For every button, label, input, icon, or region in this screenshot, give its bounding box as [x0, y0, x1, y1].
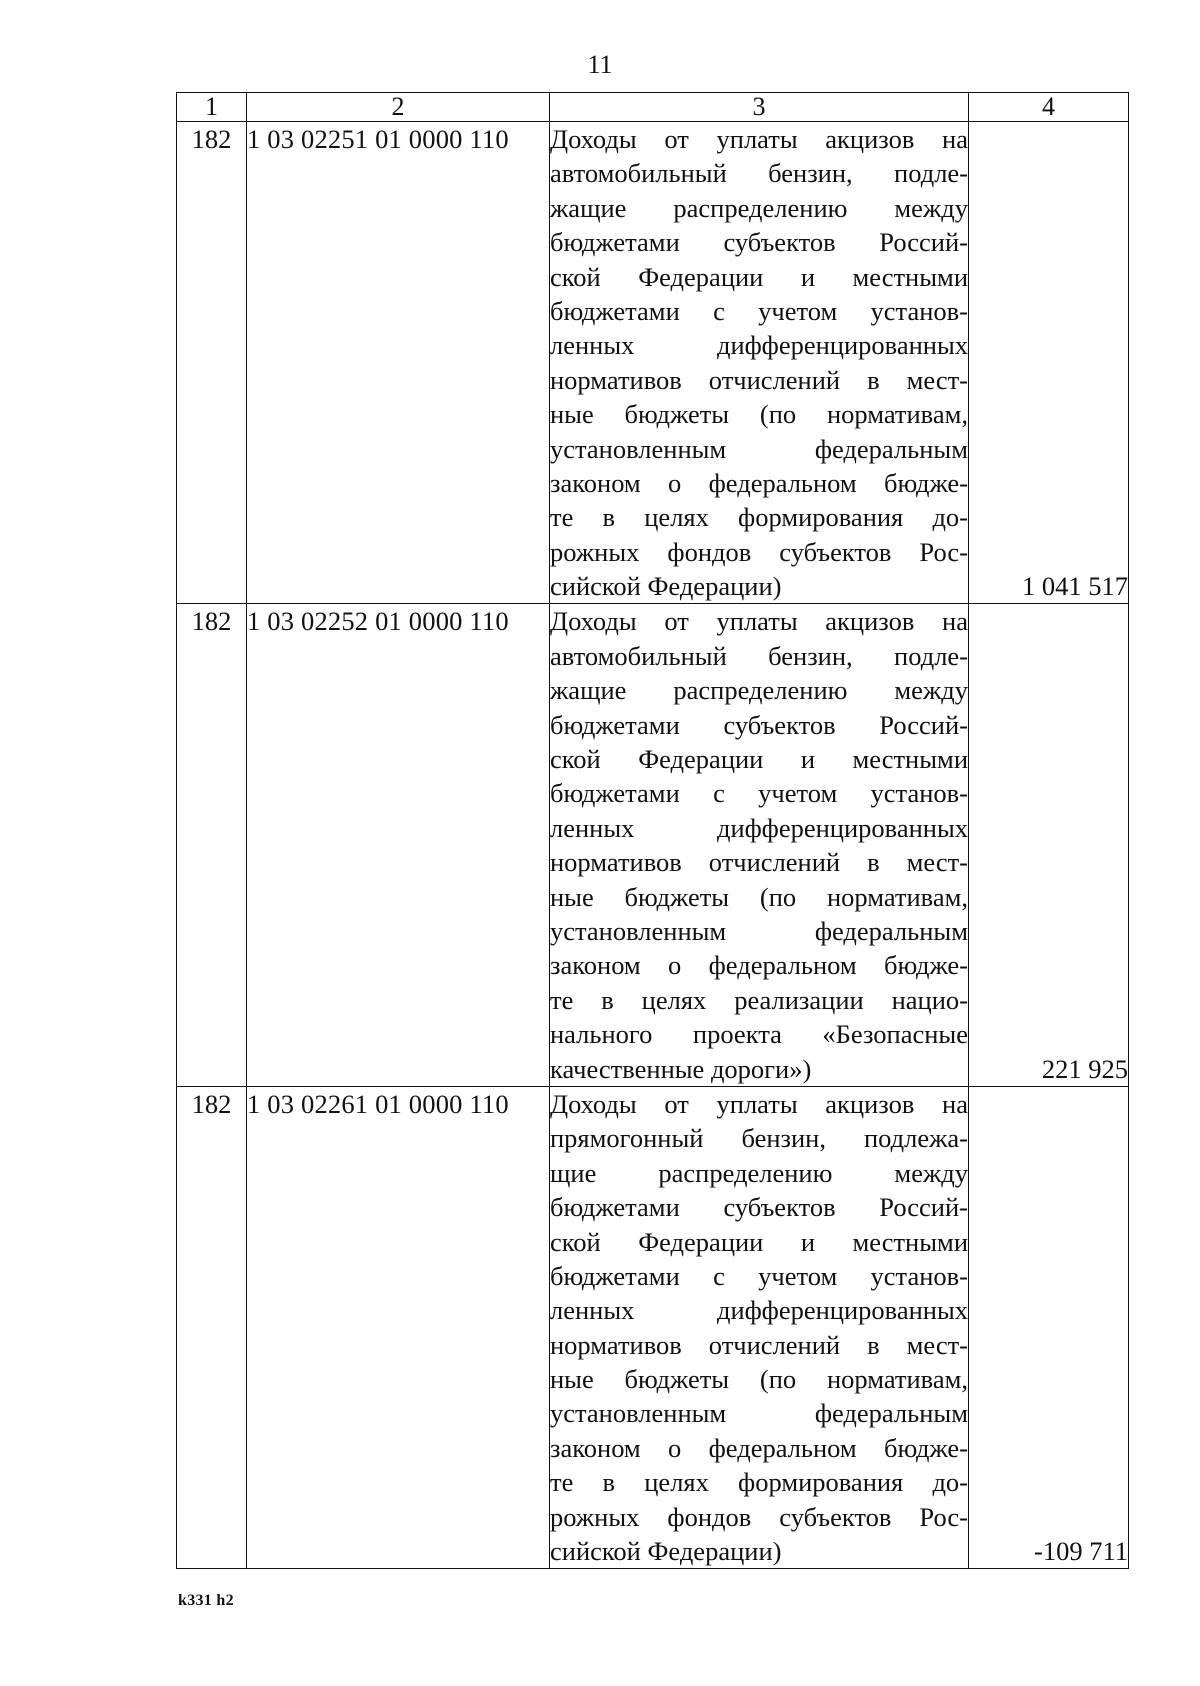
description-line: ской Федерации и местными: [550, 744, 968, 775]
footer-code: k331 h2: [178, 1592, 234, 1609]
description-line: Доходы от уплаты акцизов на: [550, 124, 968, 154]
description-line: бюджетами субъектов Россий-: [550, 1192, 968, 1223]
description-line: установленным федеральным: [550, 1398, 968, 1429]
classification-code-cell: 1 03 02251 01 0000 110: [247, 122, 550, 604]
header-col-4: 4: [969, 93, 1129, 122]
description-line: жащие распределению между: [550, 192, 968, 223]
admin-code-cell: 182: [177, 122, 247, 604]
description-line: нального проекта «Безопасные: [550, 1019, 968, 1050]
description-line: Доходы от уплаты акцизов на: [550, 1088, 968, 1119]
description-line: ленных дифференцированных: [550, 812, 968, 843]
budget-revenue-table: [176, 92, 1129, 1569]
header-col-3: 3: [550, 93, 969, 122]
description-line: те в целях реализации нацио-: [550, 984, 968, 1015]
description-line: ные бюджеты (по нормативам,: [550, 1364, 968, 1395]
description-line: ской Федерации и местными: [550, 261, 968, 292]
description-line: прямогонный бензин, подлежа-: [550, 1123, 968, 1154]
description-line: установленным федеральным: [550, 915, 968, 946]
header-row: [177, 93, 1129, 122]
description-line: ные бюджеты (по нормативам,: [550, 881, 968, 912]
description-line: жащие распределению между: [550, 675, 968, 706]
table-header: [177, 93, 1129, 122]
description-line: бюджетами с учетом установ-: [550, 778, 968, 809]
description-line: щие распределению между: [550, 1157, 968, 1188]
table-row: [177, 1086, 1129, 1568]
admin-code-cell: 182: [177, 1086, 247, 1568]
description-line: автомобильный бензин, подле-: [550, 158, 968, 189]
description-cell: [550, 122, 969, 604]
amount-cell: -109 711: [969, 1086, 1129, 1568]
description-line: бюджетами с учетом установ-: [550, 295, 968, 326]
header-col-2: 2: [247, 93, 550, 122]
description-line: бюджетами субъектов Россий-: [550, 709, 968, 740]
description-line: ленных дифференцированных: [550, 1295, 968, 1326]
amount-cell: 1 041 517: [969, 122, 1129, 604]
description-line: автомобильный бензин, подле-: [550, 640, 968, 671]
description-cell: [550, 1086, 969, 1568]
description-line: ные бюджеты (по нормативам,: [550, 399, 968, 430]
description-line: рожных фондов субъектов Рос-: [550, 536, 968, 567]
description-line: нормативов отчислений в мест-: [550, 847, 968, 878]
description-line: законом о федеральном бюдже-: [550, 1432, 968, 1463]
description-line: законом о федеральном бюдже-: [550, 467, 968, 498]
description-line: нормативов отчислений в мест-: [550, 364, 968, 395]
description-line: ской Федерации и местными: [550, 1226, 968, 1257]
description-line: рожных фондов субъектов Рос-: [550, 1501, 968, 1532]
header-col-1: 1: [177, 93, 247, 122]
description-line: те в целях формирования до-: [550, 1467, 968, 1498]
table-body: [177, 122, 1129, 1569]
admin-code-cell: 182: [177, 604, 247, 1086]
description-line: нормативов отчислений в мест-: [550, 1329, 968, 1360]
description-line: те в целях формирования до-: [550, 502, 968, 533]
description-line: сийской Федерации): [550, 1536, 782, 1567]
table-row: [177, 604, 1129, 1086]
description-line: ленных дифференцированных: [550, 330, 968, 361]
table-row: [177, 122, 1129, 604]
classification-code-cell: 1 03 02252 01 0000 110: [247, 604, 550, 1086]
description-line: законом о федеральном бюдже-: [550, 950, 968, 981]
description-line: бюджетами с учетом установ-: [550, 1260, 968, 1291]
description-line: сийской Федерации): [550, 571, 782, 602]
description-line: бюджетами субъектов Россий-: [550, 227, 968, 258]
description-cell: [550, 604, 969, 1086]
page-number: 11: [587, 50, 613, 79]
description-line: установленным федеральным: [550, 433, 968, 464]
description-line: качественные дороги»): [550, 1053, 812, 1084]
description-line: Доходы от уплаты акцизов на: [550, 606, 968, 637]
classification-code-cell: 1 03 02261 01 0000 110: [247, 1086, 550, 1568]
amount-cell: 221 925: [969, 604, 1129, 1086]
